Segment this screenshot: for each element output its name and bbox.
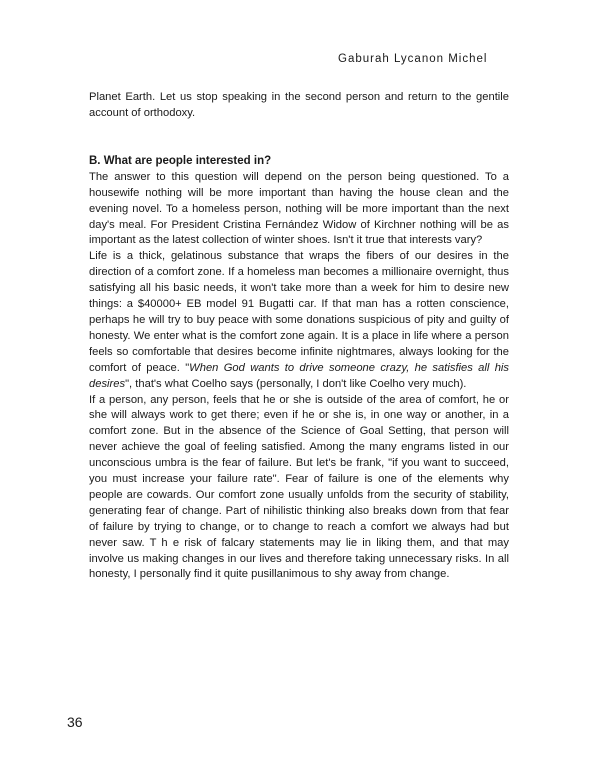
page-body (89, 90, 509, 583)
page-number: 36 (67, 714, 83, 730)
coelho-quote: When God wants to drive someone crazy, he satisfies all his desires (89, 361, 509, 390)
running-header-author: Gaburah Lycanon Michel (338, 53, 488, 65)
paragraph-2-text-b: ", that's what Coelho says (personally, I don't like Coelho very much). (125, 377, 467, 390)
paragraph-1: The answer to this question will depend on the person being questioned. To a housewife nothing will be more important than having the house clean and the evening novel. To a homeless person, nothing will be more important than the next day's meal. For President Cristina Fernández Widow of Kirchner nothing will be as important as the latest collection of winter shoes. Isn't it true that interests vary? (89, 170, 509, 247)
paragraph-3: If a person, any person, feels that he or she is outside of the area of comfort, he or she will always work to get there; even if he or she is, in one way or another, in a comfort zone. But in the absence of the Science of Goal Setting, that person will never achieve the goal of feeling satisfied. Among the many engrams listed in our unconscious umbra is the fear of failure. But let's be frank, "if you want to succeed, you must increase your failure rate". Fear of failure is one of the elements why people are cowards. Our comfort zone usually unfolds from the security of stability, generating fear of change. Part of nihilistic thinking also breaks down from that fear of failure by trying to change, or to change to reach a comfort we always had but never saw. T h e risk of falcary statements may lie in liking them, and that may involve us making changes in our lives and therefore taking unnecessary risks. In all honesty, I personally find it quite pusillanimous to shy away from change. (89, 393, 509, 581)
intro-paragraph: Planet Earth. Let us stop speaking in the second person and return to the gentile account of orthodoxy. (89, 91, 509, 119)
paragraph-2-text-a: Life is a thick, gelatinous substance that wraps the fibers of our desires in the direction of a comfort zone. If a homeless man becomes a millionaire overnight, thus satisfying all his basic needs, it won't take more than a week for him to desire new things: a $40000+ EB model 91 Bugatti car. If that man has a rotten conscience, perhaps he will try to buy peace with some donations suspicious of pity and guilty of honesty. We enter what is the comfort zone again. It is a place in life where a person feels so comfortable that desires become infinite nightmares, always looking for the comfort of peace. " (89, 250, 509, 374)
section-heading: B. What are people interested in? (89, 154, 272, 167)
paragraph-2 (89, 249, 509, 392)
